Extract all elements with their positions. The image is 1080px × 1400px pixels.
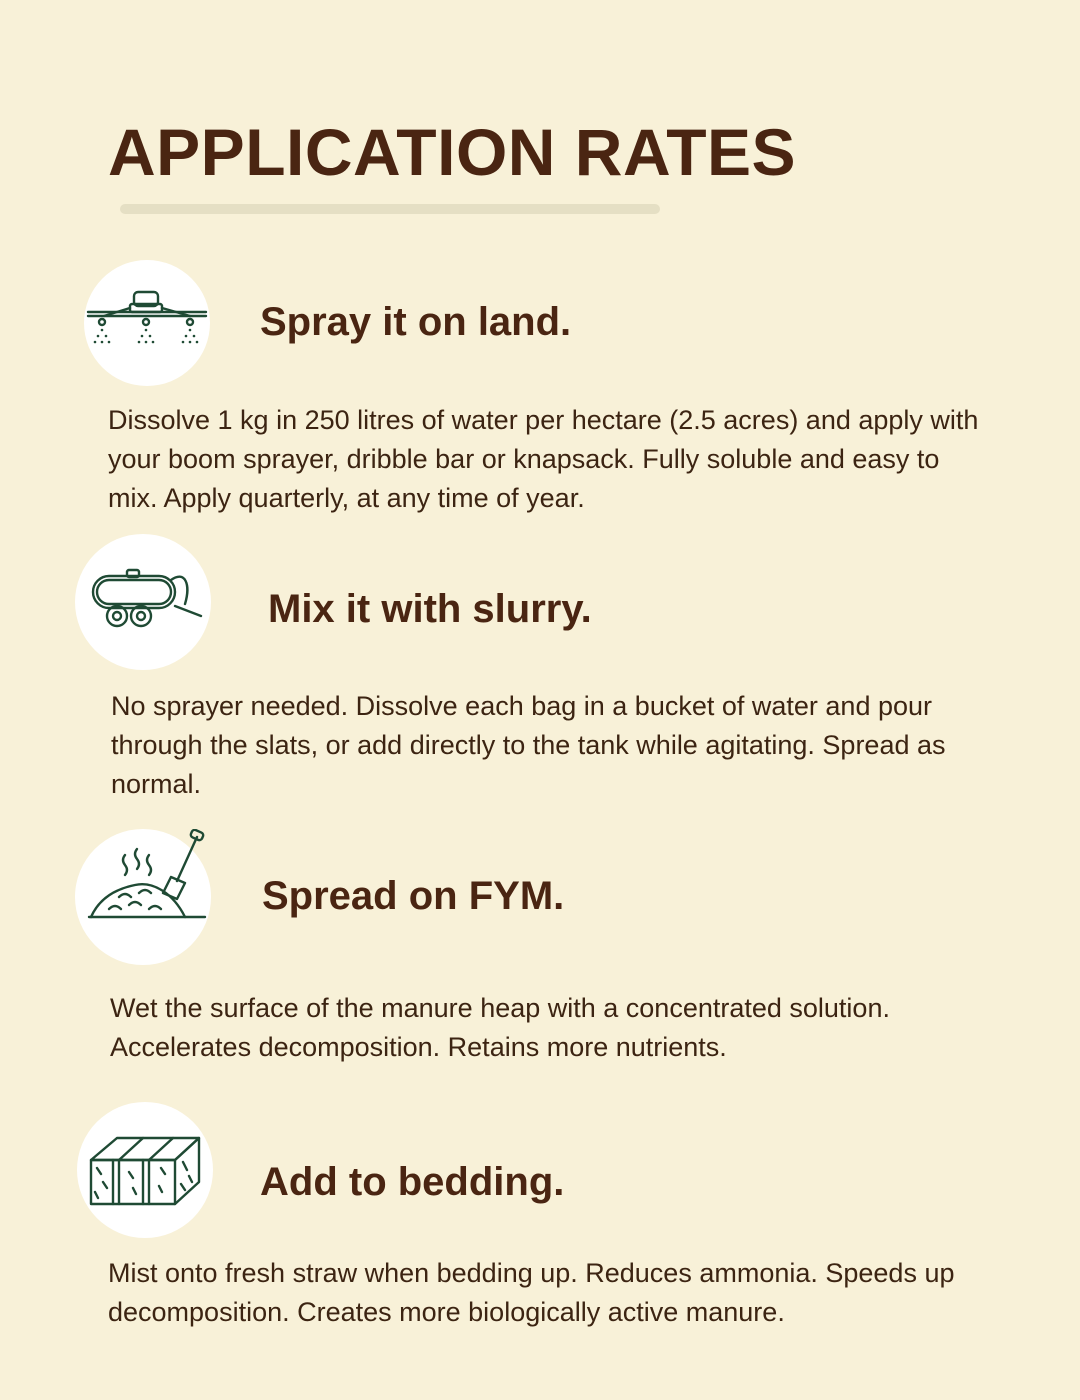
- page-title: APPLICATION RATES: [108, 115, 797, 189]
- slurry-tanker-icon: [75, 534, 211, 670]
- heading-spread-on-fym: Spread on FYM.: [262, 874, 565, 918]
- manure-heap-shovel-icon: [75, 829, 211, 965]
- boom-sprayer-icon: [84, 260, 210, 386]
- title-underline: [120, 204, 660, 214]
- body-spread-on-fym: Wet the surface of the manure heap with a concentrated solution. Accelerates decomposition. Retains more nutrients.: [110, 993, 890, 1062]
- body-add-to-bedding: Mist onto fresh straw when bedding up. Reduces ammonia. Speeds up decomposition. Creates more biologically active manure.: [108, 1258, 955, 1327]
- body-spray-on-land: Dissolve 1 kg in 250 litres of water per hectare (2.5 acres) and apply with your boom sprayer, dribble bar or knapsack. Fully soluble and easy to mix. Apply quarterly, at any time of year.: [108, 405, 979, 513]
- straw-bale-icon: [77, 1102, 213, 1238]
- heading-spray-on-land: Spray it on land.: [260, 300, 572, 344]
- heading-mix-with-slurry: Mix it with slurry.: [268, 587, 592, 631]
- body-mix-with-slurry: No sprayer needed. Dissolve each bag in a bucket of water and pour through the slats, or add directly to the tank while agitating. Spread as normal.: [111, 691, 946, 799]
- heading-add-to-bedding: Add to bedding.: [260, 1160, 565, 1204]
